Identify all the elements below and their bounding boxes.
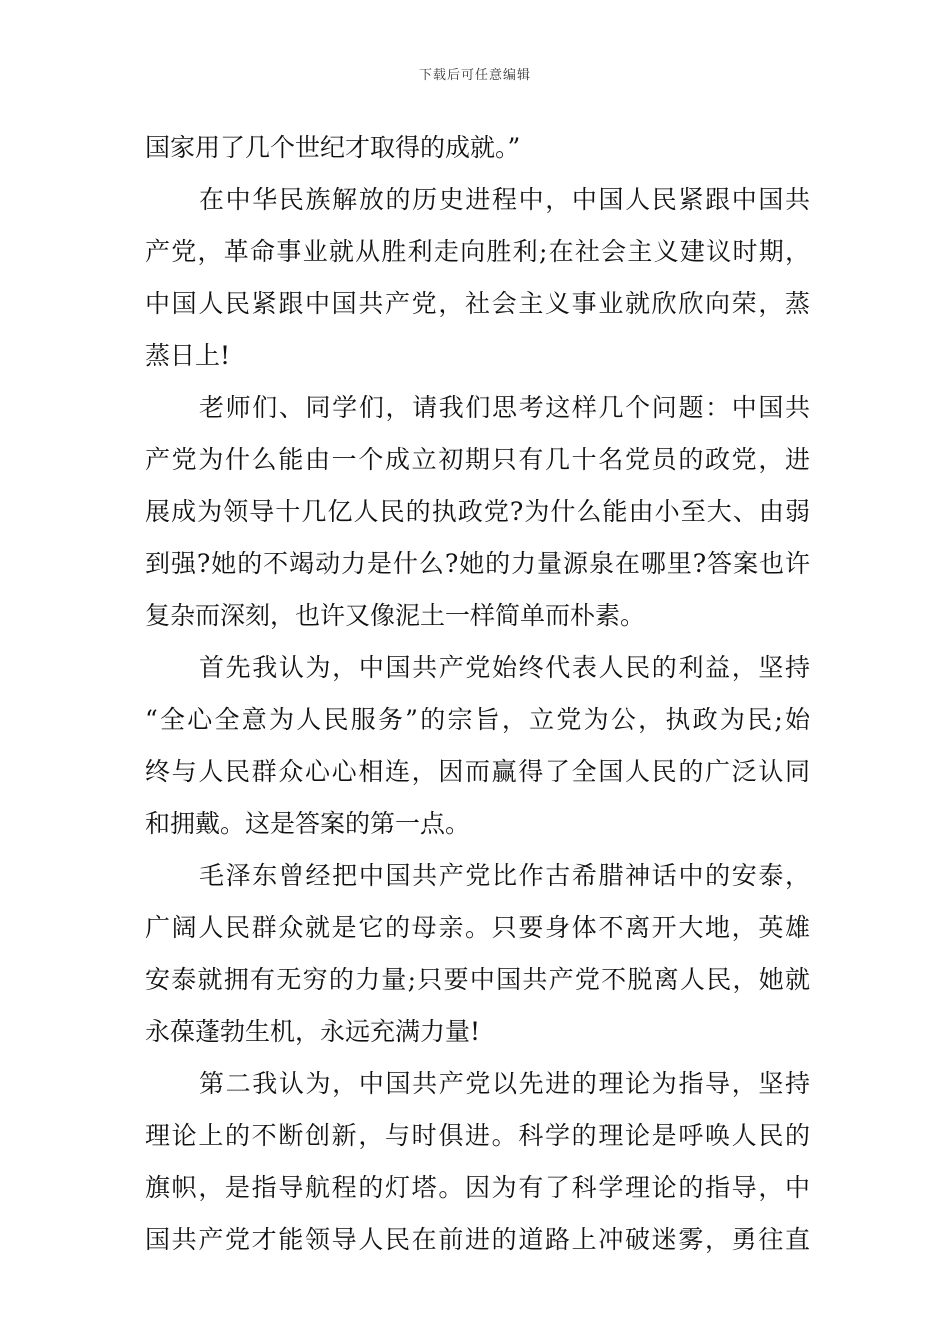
text-line: 国家用了几个世纪才取得的成就。” [145, 133, 521, 162]
text-line: 旗帜，是指导航程的灯塔。因为有了科学理论的指导，中 [145, 1173, 810, 1202]
text-line: 在中华民族解放的历史进程中，中国人民紧跟中国共 [199, 185, 810, 214]
text-line: 第二我认为，中国共产党以先进的理论为指导，坚持 [199, 1069, 810, 1098]
text-line: 蒸日上! [145, 341, 231, 370]
text-line: 永葆蓬勃生机，永远充满力量! [145, 1017, 481, 1046]
text-line: 首先我认为，中国共产党始终代表人民的利益，坚持 [199, 653, 810, 682]
text-line: 广阔人民群众就是它的母亲。只要身体不离开大地，英雄 [145, 913, 810, 942]
text-line: 复杂而深刻，也许又像泥土一样简单而朴素。 [145, 601, 646, 630]
text-line: 终与人民群众心心相连，因而赢得了全国人民的广泛认同 [145, 757, 810, 786]
text-line: 产党为什么能由一个成立初期只有几十名党员的政党，进 [145, 445, 810, 474]
page-header: 下载后可任意编辑 [418, 68, 531, 83]
text-line: 展成为领导十几亿人民的执政党?为什么能由小至大、由弱 [145, 497, 810, 526]
text-line: 国共产党才能领导人民在前进的道路上冲破迷雾，勇往直 [145, 1225, 810, 1254]
text-line: 中国人民紧跟中国共产党，社会主义事业就欣欣向荣，蒸 [145, 289, 810, 318]
text-line: 毛泽东曾经把中国共产党比作古希腊神话中的安泰， [199, 861, 810, 890]
text-line: 理论上的不断创新，与时俱进。科学的理论是呼唤人民的 [145, 1121, 810, 1150]
body-text [145, 122, 810, 1266]
text-line: 老师们、同学们，请我们思考这样几个问题：中国共 [199, 393, 810, 422]
text-line: 安泰就拥有无穷的力量;只要中国共产党不脱离人民，她就 [145, 965, 810, 994]
text-line: 和拥戴。这是答案的第一点。 [145, 809, 471, 838]
text-line: “全心全意为人民服务”的宗旨，立党为公，执政为民;始 [145, 705, 810, 734]
text-line: 到强?她的不竭动力是什么?她的力量源泉在哪里?答案也许 [145, 549, 810, 578]
text-line: 产党，革命事业就从胜利走向胜利;在社会主义建议时期， [145, 237, 810, 266]
